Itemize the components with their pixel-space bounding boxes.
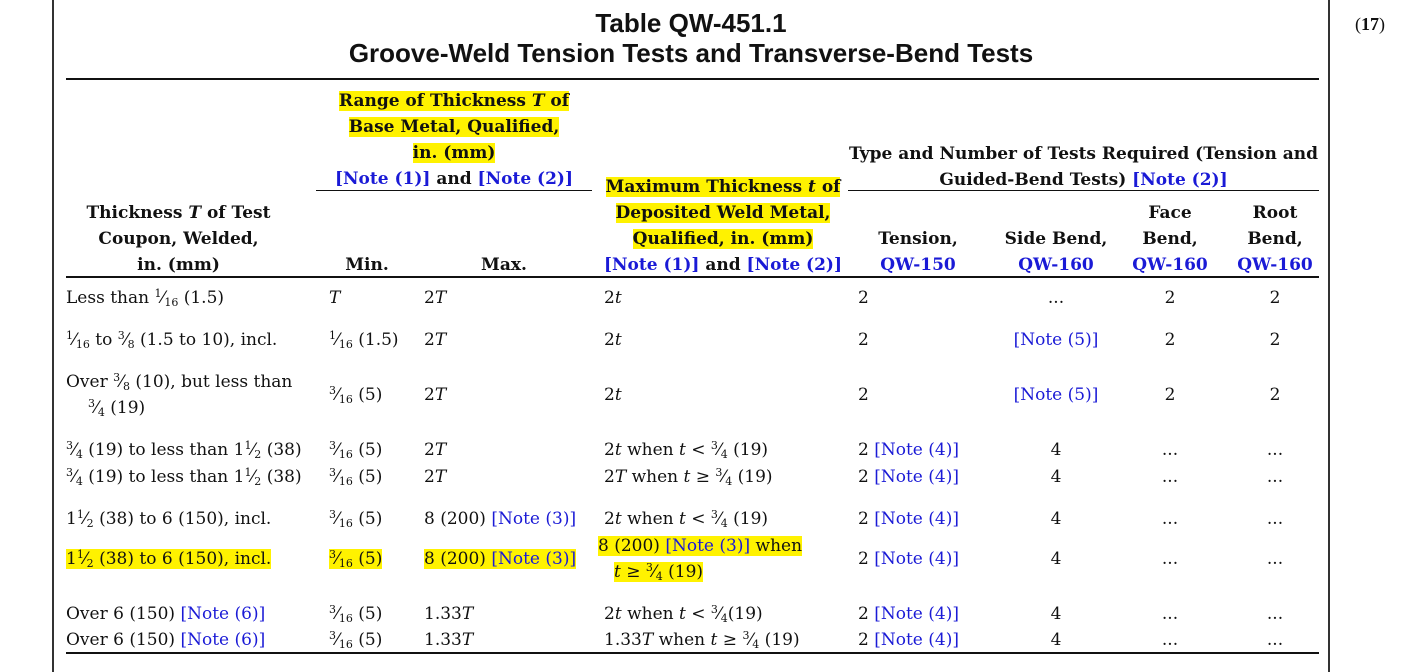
side-bend-cell: ... [1047, 288, 1065, 308]
thickness-cell: $^3⁄_4$ (19) to less than $1^1⁄_2$ (38) [66, 439, 302, 461]
tension-cell: 2 [Note (4)] [858, 509, 959, 529]
side-bend-cell: 4 [1050, 509, 1062, 529]
thickness-cell: $1^1⁄_2$ (38) to 6 (150), incl. [66, 508, 272, 530]
note-1-link[interactable]: [Note (1)] [334, 169, 431, 189]
face-bend-cell: 2 [1164, 330, 1176, 350]
header-max: Max. [481, 255, 527, 275]
min-cell: $^3⁄_{16}$ (5) [329, 548, 383, 570]
thickness-cell: Over $^3⁄_8$ (10), but less than $^3⁄_4$ (19) [66, 371, 293, 419]
qw-160-link[interactable]: QW-160 [1132, 255, 1208, 275]
weld-metal-cell: 2t [604, 385, 622, 405]
thickness-cell: $1^1⁄_2$ (38) to 6 (150), incl. [66, 548, 272, 570]
note-link[interactable]: [Note (6)] [180, 604, 266, 624]
tension-cell: 2 [Note (4)] [858, 467, 959, 487]
min-cell: $^3⁄_{16}$ (5) [329, 629, 383, 651]
side-bend-cell: 4 [1050, 549, 1062, 569]
weld-metal-cell: 2t [604, 288, 622, 308]
note-link[interactable]: [Note (3)] [491, 509, 577, 529]
note-2-link[interactable]: [Note (2)] [477, 169, 574, 189]
table-title: Table QW-451.1 [595, 8, 787, 38]
root-bend-cell: ... [1266, 509, 1284, 529]
min-cell: $^3⁄_{16}$ (5) [329, 603, 383, 625]
note-link[interactable]: [Note (6)] [180, 630, 266, 650]
weld-metal-cell: 2t [604, 330, 622, 350]
root-bend-cell: ... [1266, 467, 1284, 487]
max-cell: 2T [424, 330, 447, 350]
side-bend-cell [996, 382, 1116, 408]
face-bend-cell: ... [1161, 549, 1179, 569]
weld-metal-cell: 2t when $t < ^3⁄_4(19)$ [604, 603, 763, 625]
face-bend-cell: ... [1161, 509, 1179, 529]
thickness-cell: $^1⁄_{16}$ to $^3⁄_8$ (1.5 to 10), incl. [66, 329, 278, 351]
thickness-cell: Less than $^1⁄_{16}$ (1.5) [66, 287, 225, 309]
note-link[interactable]: [Note (4)] [874, 440, 959, 460]
min-cell: $^3⁄_{16}$ (5) [329, 439, 383, 461]
min-cell: $^3⁄_{16}$ (5) [329, 466, 383, 488]
face-bend-cell: 2 [1164, 385, 1176, 405]
face-bend-cell: ... [1161, 604, 1179, 624]
side-bend-cell: 4 [1050, 630, 1062, 650]
min-cell: T [329, 288, 341, 308]
note-link[interactable]: [Note (4)] [874, 549, 959, 569]
note-1-link[interactable]: [Note (1)] [603, 255, 700, 275]
note-link[interactable]: [Note (4)] [874, 630, 959, 650]
face-bend-cell: ... [1161, 440, 1179, 460]
max-cell: 2T [424, 385, 447, 405]
qw-160-link[interactable]: QW-160 [1018, 255, 1094, 275]
max-cell: 8 (200) [Note (3)] [424, 509, 577, 529]
note-link[interactable]: [Note (5)] [1013, 330, 1099, 350]
min-cell: $^1⁄_{16}$ (1.5) [329, 329, 399, 351]
max-cell: 2T [424, 440, 447, 460]
root-bend-cell: 2 [1269, 288, 1281, 308]
weld-metal-cell: 2t when $t < ^3⁄_4$ (19) [604, 439, 769, 461]
table-subtitle: Groove-Weld Tension Tests and Transverse-Bend Tests [348, 38, 1034, 68]
weld-metal-cell: 8 (200) [Note (3)] when $t \ge ^3⁄_4$ (19) [598, 536, 803, 583]
max-cell: 1.33T [424, 604, 474, 624]
tension-cell: 2 [Note (4)] [858, 604, 959, 624]
top-rule [66, 78, 1319, 80]
side-bend-cell: 4 [1050, 440, 1062, 460]
face-bend-cell: ... [1161, 467, 1179, 487]
note-link[interactable]: [Note (4)] [874, 467, 959, 487]
weld-metal-cell: 2t when $t < ^3⁄_4$ (19) [604, 508, 769, 530]
max-cell: 2T [424, 467, 447, 487]
side-bend-cell [996, 327, 1116, 353]
weld-metal-cell: 1.33T when $t \ge ^3⁄_4$ (19) [604, 629, 800, 651]
qw-160-link[interactable]: QW-160 [1237, 255, 1313, 275]
side-bend-cell: 4 [1050, 604, 1062, 624]
max-cell: 2T [424, 288, 447, 308]
max-cell: 1.33T [424, 630, 474, 650]
note-link[interactable]: [Note (4)] [874, 604, 959, 624]
note-2-link[interactable]: [Note (2)] [1132, 170, 1228, 190]
root-bend-cell: 2 [1269, 330, 1281, 350]
side-bend-cell: 4 [1050, 467, 1062, 487]
root-bend-cell: 2 [1269, 385, 1281, 405]
revision-mark: (17) [1355, 14, 1385, 34]
tension-cell: 2 [Note (4)] [858, 440, 959, 460]
min-cell: $^3⁄_{16}$ (5) [329, 508, 383, 530]
header-min: Min. [345, 255, 389, 275]
tension-cell: 2 [858, 330, 869, 350]
root-bend-cell: ... [1266, 630, 1284, 650]
tension-cell: 2 [858, 385, 869, 405]
note-link[interactable]: [Note (3)] [491, 549, 577, 569]
tension-cell: 2 [Note (4)] [858, 549, 959, 569]
thickness-cell: $^3⁄_4$ (19) to less than $1^1⁄_2$ (38) [66, 466, 302, 488]
weld-metal-cell: 2T when $t \ge ^3⁄_4$ (19) [604, 466, 773, 488]
note-2-link[interactable]: [Note (2)] [746, 255, 843, 275]
min-cell: $^3⁄_{16}$ (5) [329, 384, 383, 406]
tension-cell: 2 [858, 288, 869, 308]
thickness-cell: Over 6 (150) [Note (6)] [66, 604, 266, 624]
face-bend-cell: 2 [1164, 288, 1176, 308]
qw-150-link[interactable]: QW-150 [880, 255, 956, 275]
note-link[interactable]: [Note (5)] [1013, 385, 1099, 405]
note-link[interactable]: [Note (3)] [665, 536, 751, 556]
root-bend-cell: ... [1266, 440, 1284, 460]
max-cell: 8 (200) [Note (3)] [424, 549, 577, 569]
root-bend-cell: ... [1266, 549, 1284, 569]
root-bend-cell: ... [1266, 604, 1284, 624]
note-link[interactable]: [Note (4)] [874, 509, 959, 529]
tension-cell: 2 [Note (4)] [858, 630, 959, 650]
face-bend-cell: ... [1161, 630, 1179, 650]
thickness-cell: Over 6 (150) [Note (6)] [66, 630, 266, 650]
